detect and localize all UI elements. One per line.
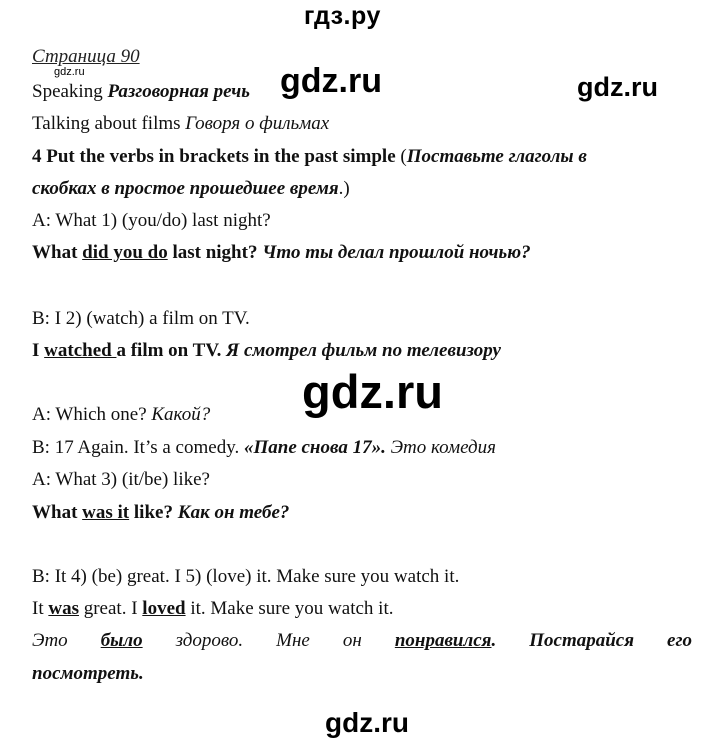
answer-4-mid: great. I [78,598,143,619]
tr-word-6: понравился [394,630,492,651]
answer-3-verb: was it [82,502,130,523]
tr-word-6-dot: . [491,630,497,651]
answer-2-verb: watched [44,340,117,361]
answer-1-post: last night? [167,242,263,263]
task-row-2 [32,179,350,198]
task-ru-2: скобках в простое прошедшее время [32,178,339,199]
answer-3-post: like? [129,502,178,523]
watermark-bottom: gdz.ru [325,707,409,738]
prompt-3-en: A: Which one? [32,404,152,425]
answer-2-ru: Я смотрел фильм по телевизору [226,340,501,361]
section-ru: Разговорная речь [107,81,250,102]
prompt-6: B: It 4) (be) great. I 5) (love) it. Make sure you watch it. [32,566,460,587]
tr-word-2: было [100,630,143,651]
answer-4-pre: It [32,598,49,619]
prompt-3-ru: Какой? [151,404,211,425]
answer-1-verb: did you do [82,242,168,263]
section-line [32,82,250,101]
translation-4 [32,631,692,650]
tr-word-1: Это [32,630,68,651]
watermark-top-right: gdz.ru [577,72,658,102]
prompt-5: A: What 3) (it/be) like? [32,469,210,490]
topic-en: Talking about films [32,113,181,134]
answer-2-pre: I [32,340,45,361]
answer-2-post: a film on TV. [116,340,227,361]
answer-3 [32,503,289,522]
prompt-4 [32,438,496,457]
answer-4 [32,599,393,618]
answer-1-ru: Что ты делал прошлой ночью? [262,242,531,263]
answer-1-pre: What [32,242,83,263]
topic-ru: Говоря о фильмах [185,113,330,134]
task-ru-1: Поставьте глаголы в [406,146,587,167]
answer-3-ru: Как он тебе? [177,502,290,523]
task-title: 4 Put the verbs in brackets in the past simple [32,146,396,167]
tr-word-5: он [342,630,362,651]
page-label: Страница 90 [32,46,140,67]
translation-4-last: посмотреть. [32,663,144,684]
watermark-middle: gdz.ru [302,365,443,418]
prompt-4-ru: Это комедия [385,437,496,458]
answer-1 [32,243,531,262]
answer-4-verb-2: loved [142,598,186,619]
prompt-1: A: What 1) (you/do) last night? [32,210,271,231]
prompt-2: B: I 2) (watch) a film on TV. [32,308,250,329]
watermark-top-center: gdz.ru [280,62,382,100]
task-open-paren: ( [395,146,407,167]
answer-2 [32,341,501,360]
task-close: .) [338,178,350,199]
prompt-4-title: «Папе снова 17». [243,437,386,458]
watermark-small: gdz.ru [54,66,85,78]
tr-word-8: его [667,630,692,651]
prompt-3 [32,405,210,424]
answer-4-verb-1: was [48,598,79,619]
tr-word-4: Мне [276,630,310,651]
prompt-4-en: B: 17 Again. It’s a comedy. [32,437,244,458]
tr-word-3: здорово. [175,630,244,651]
tr-word-7: Постарайся [529,630,635,651]
topic-line [32,114,329,133]
answer-4-post: it. Make sure you watch it. [185,598,394,619]
translation-4-row [32,631,692,650]
task-instruction [32,147,692,166]
site-header: гдз.ру [304,2,381,30]
answer-3-pre: What [32,502,83,523]
task-row-1 [32,147,692,166]
section-en: Speaking [32,81,103,102]
